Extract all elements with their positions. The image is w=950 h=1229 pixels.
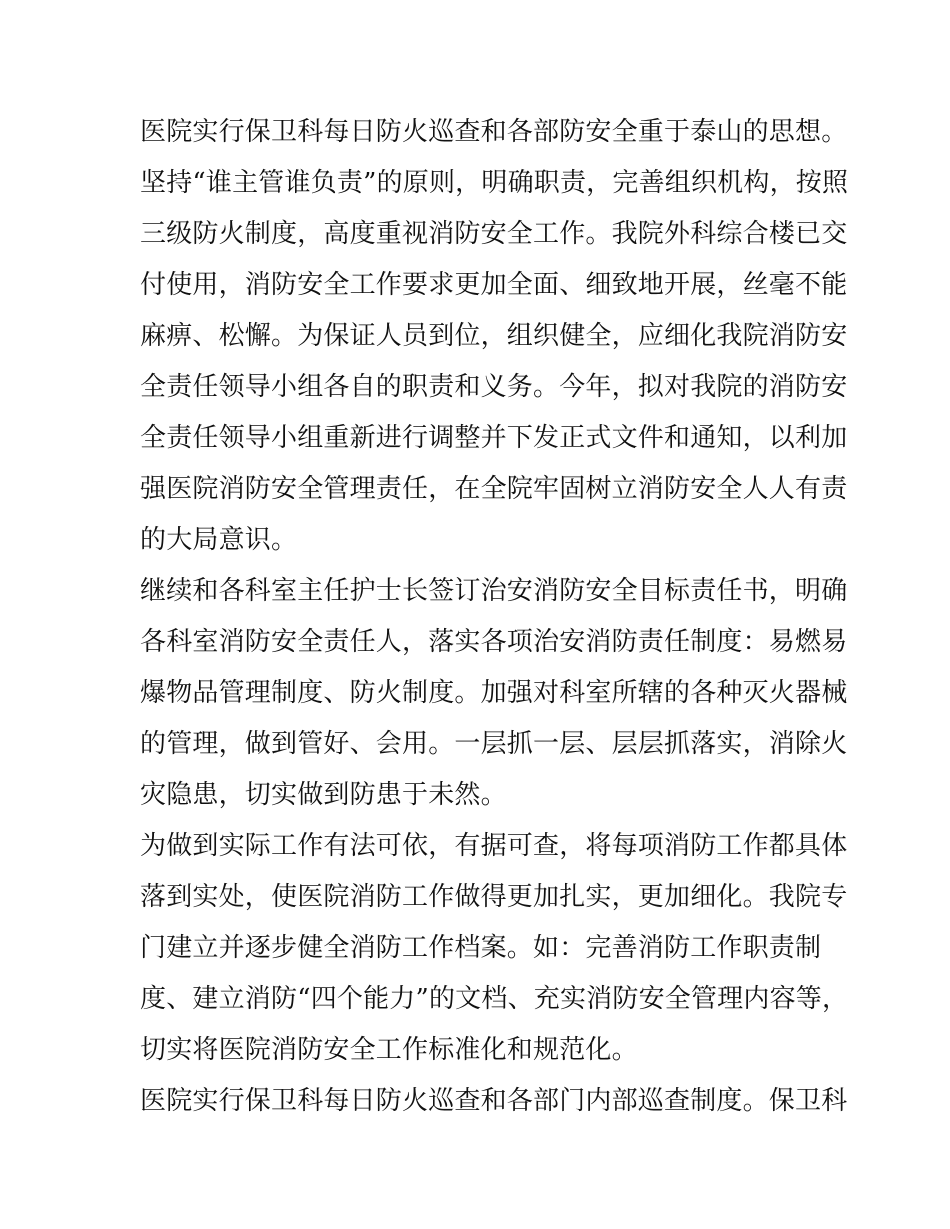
text-line: 的大局意识。 xyxy=(140,525,298,555)
text-line: 坚持“谁主管谁负责”的原则，明确职责，完善组织机构，按照 xyxy=(140,168,849,198)
text-line: 的管理，做到管好、会用。一层抓一层、层层抓落实，消除火 xyxy=(140,729,848,759)
text-line: 切实将医院消防安全工作标准化和规范化。 xyxy=(140,1035,638,1065)
text-line: 医院实行保卫科每日防火巡查和各部门内部巡查制度。保卫科 xyxy=(140,1086,848,1116)
text-line: 强医院消防安全管理责任，在全院牢固树立消防安全人人有责 xyxy=(140,474,848,504)
text-line: 各科室消防安全责任人，落实各项治安消防责任制度：易燃易 xyxy=(140,627,848,657)
document-body xyxy=(140,107,849,1127)
text-line: 度、建立消防“四个能力”的文档、充实消防安全管理内容等， xyxy=(140,984,849,1014)
text-line: 付使用，消防安全工作要求更加全面、细致地开展，丝毫不能 xyxy=(140,270,848,300)
text-line: 全责任领导小组重新进行调整并下发正式文件和通知，以利加 xyxy=(140,423,848,453)
text-line: 为做到实际工作有法可依，有据可查，将每项消防工作都具体 xyxy=(140,831,848,861)
text-line: 灾隐患，切实做到防患于未然。 xyxy=(140,780,507,810)
text-line: 三级防火制度，高度重视消防安全工作。我院外科综合楼已交 xyxy=(140,219,848,249)
text-line: 麻痹、松懈。为保证人员到位，组织健全，应细化我院消防安 xyxy=(140,321,848,351)
text-line: 爆物品管理制度、防火制度。加强对科室所辖的各种灭火器械 xyxy=(140,678,848,708)
text-line: 落到实处，使医院消防工作做得更加扎实，更加细化。我院专 xyxy=(140,882,848,912)
text-line: 医院实行保卫科每日防火巡查和各部防安全重于泰山的思想。 xyxy=(140,117,848,147)
text-line: 门建立并逐步健全消防工作档案。如：完善消防工作职责制 xyxy=(140,933,822,963)
text-line: 全责任领导小组各自的职责和义务。今年，拟对我院的消防安 xyxy=(140,372,848,402)
text-line: 继续和各科室主任护士长签订治安消防安全目标责任书，明确 xyxy=(140,576,848,606)
